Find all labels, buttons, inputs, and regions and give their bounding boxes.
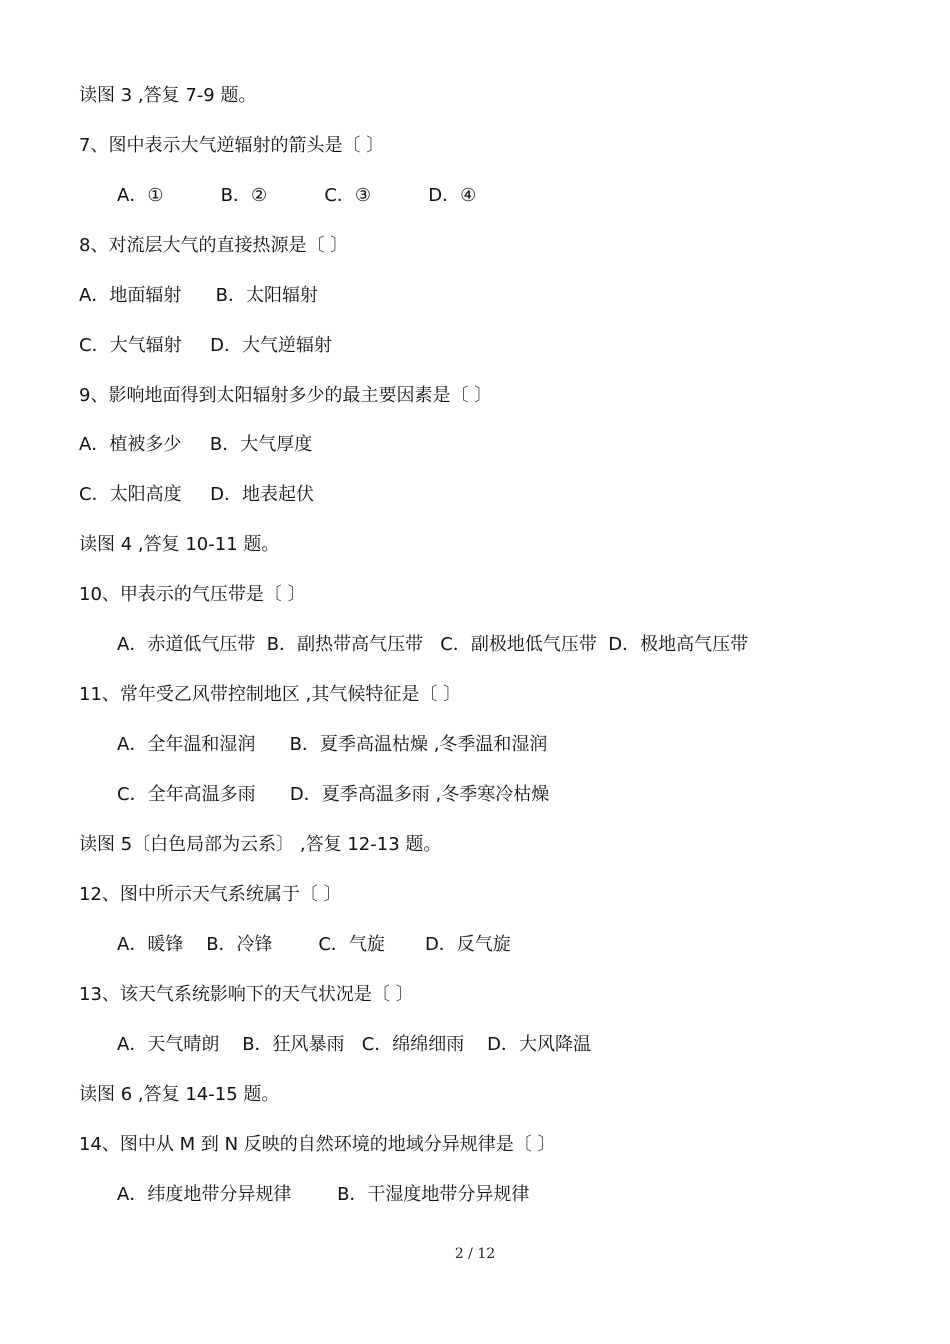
question-9-options-ab: A．植被多少 B．大气厚度 [79,434,313,455]
question-10-options: A．赤道低气压带 B．副热带高气压带 C．副极地低气压带 D．极地高气压带 [117,634,749,655]
question-7: 7、图中表示大气逆辐射的箭头是〔 〕 [79,135,385,156]
instruction-fig6: 读图 6 ,答复 14-15 题。 [79,1084,280,1105]
question-13: 13、该天气系统影响下的天气状况是〔 〕 [79,984,414,1005]
question-11: 11、常年受乙风带控制地区 ,其气候特征是〔 〕 [79,684,462,705]
question-11-options-cd: C．全年高温多雨 D．夏季高温多雨 ,冬季寒冷枯燥 [117,784,550,805]
question-8: 8、对流层大气的直接热源是〔 〕 [79,235,349,256]
question-12-options: A．暖锋 B．冷锋 C．气旋 D．反气旋 [117,934,511,955]
question-9: 9、影响地面得到太阳辐射多少的最主要因素是〔 〕 [79,385,493,406]
question-8-options-ab: A．地面辐射 B．太阳辐射 [79,285,318,306]
question-7-options: A．① B．② C．③ D．④ [117,185,477,206]
instruction-fig3: 读图 3 ,答复 7-9 题。 [79,85,257,106]
question-13-options: A．天气晴朗 B．狂风暴雨 C．绵绵细雨 D．大风降温 [117,1034,592,1055]
instruction-fig5: 读图 5〔白色局部为云系〕 ,答复 12-13 题。 [79,834,442,855]
question-11-options-ab: A．全年温和湿润 B．夏季高温枯燥 ,冬季温和湿润 [117,734,548,755]
instruction-fig4: 读图 4 ,答复 10-11 题。 [79,534,280,555]
page-number: 2 / 12 [454,1246,496,1262]
question-14-options-ab: A．纬度地带分异规律 B．干湿度地带分异规律 [117,1184,530,1205]
question-10: 10、甲表示的气压带是〔 〕 [79,584,306,605]
question-9-options-cd: C．太阳高度 D．地表起伏 [79,484,315,505]
question-14: 14、图中从 M 到 N 反映的自然环境的地域分异规律是〔 〕 [79,1134,556,1155]
question-12: 12、图中所示天气系统属于〔 〕 [79,884,342,905]
question-8-options-cd: C．大气辐射 D．大气逆辐射 [79,335,333,356]
